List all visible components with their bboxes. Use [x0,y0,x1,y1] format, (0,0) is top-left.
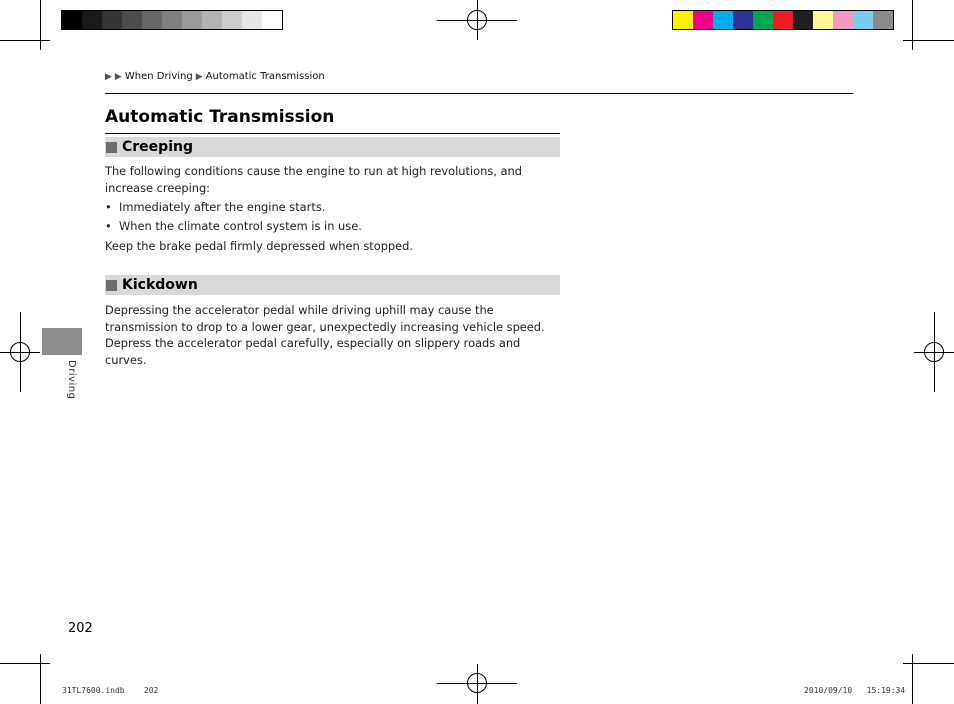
color-swatch [713,11,733,29]
page-title: Automatic Transmission [105,107,335,127]
color-swatch [222,11,242,29]
triangle-right-icon: ▶ [105,71,112,82]
slug-time: 15:19:34 [866,686,906,695]
page-number: 202 [68,621,93,636]
color-swatch [693,11,713,29]
color-swatch [853,11,873,29]
color-swatch [813,11,833,29]
breadcrumb-level-2: Automatic Transmission [205,71,325,82]
bullet-icon: • [105,200,112,214]
chapter-tab[interactable] [42,328,82,355]
triangle-right-icon: ▶ [195,71,203,82]
color-swatch [122,11,142,29]
grayscale-color-bar [61,10,283,30]
header-divider [105,93,853,94]
square-marker-icon [106,142,117,153]
bullet-icon: • [105,219,112,233]
breadcrumb-level-1: When Driving [124,71,193,82]
section-heading-kickdown [105,275,560,295]
section-title: Creeping [122,139,193,155]
slug-file-info [62,686,158,695]
list-item-text: Immediately after the engine starts. [119,200,326,214]
color-swatch [833,11,853,29]
kickdown-body: Depressing the accelerator pedal while driving uphill may cause the transmission to drop to a lower gear, unexpectedly increasing vehicle speed. Depress the accelerator pedal carefully, especially on slippery roads and curves. [105,303,545,367]
color-swatch [102,11,122,29]
list-item [105,200,325,214]
title-divider [105,133,560,134]
chapter-tab-label: Driving [66,360,77,400]
color-swatch [873,11,893,29]
triangle-right-icon: ▶ [114,71,122,82]
section-title: Kickdown [122,277,198,293]
color-swatch [242,11,262,29]
color-swatch [773,11,793,29]
slug-filename: 31TL7600.indb [62,686,125,695]
color-swatch [162,11,182,29]
color-swatch [733,11,753,29]
list-item-text: When the climate control system is in use. [119,219,362,233]
section-heading-creeping [105,137,560,157]
slug-timestamp [804,686,905,695]
slug-page: 202 [143,686,159,695]
color-swatch [673,11,693,29]
creeping-intro: The following conditions cause the engine to run at high revolutions, and increase creeping: [105,164,522,195]
color-swatch [182,11,202,29]
square-marker-icon [106,280,117,291]
creeping-outro: Keep the brake pedal firmly depressed when stopped. [105,239,414,253]
color-swatch [202,11,222,29]
color-swatch [262,11,282,29]
color-swatch [793,11,813,29]
color-swatch [142,11,162,29]
process-color-bar [672,10,894,30]
breadcrumb [105,71,325,82]
color-swatch [82,11,102,29]
color-swatch [753,11,773,29]
color-swatch [62,11,82,29]
list-item [105,219,362,233]
slug-date: 2010/09/10 [804,686,853,695]
